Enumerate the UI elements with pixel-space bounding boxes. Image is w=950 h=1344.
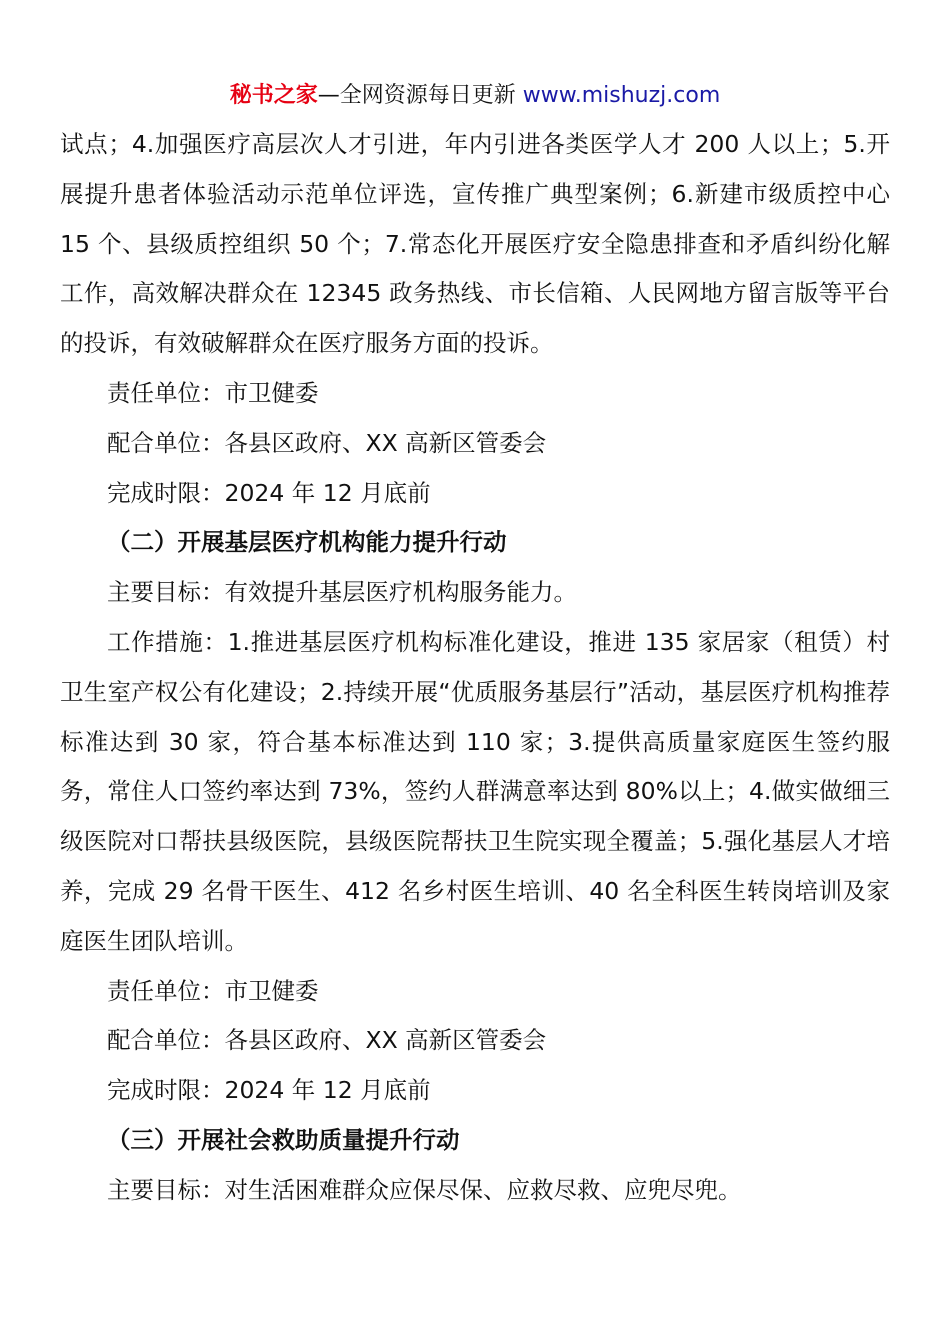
responsible-unit-2: 责任单位：市卫健委	[107, 976, 319, 1005]
site-url-link[interactable]: www.mishuzj.com	[522, 83, 721, 108]
cooperating-unit-1: 配合单位：各县区政府、XX 高新区管委会	[107, 428, 547, 457]
section-heading-2: （二）开展基层医疗机构能力提升行动	[107, 528, 507, 557]
section-heading-3: （三）开展社会救助质量提升行动	[107, 1125, 460, 1154]
deadline-1: 完成时限：2024 年 12 月底前	[107, 478, 431, 507]
brand-name: 秘书之家	[229, 83, 318, 108]
main-goal-2: 主要目标：有效提升基层医疗机构服务能力。	[107, 578, 577, 607]
watermark-header	[0, 80, 950, 112]
document-body	[60, 120, 890, 1216]
work-measures-2: 工作措施：1.推进基层医疗机构标准化建设，推进 135 家居家（租赁）村卫生室产权公有化建设；2.持续开展“优质服务基层行”活动，基层医疗机构推荐标准达到 30 家，符合基本标准达到 110 家；3.提供高质量家庭医生签约服务，常住人口签约率达到 73%，签约人群满意率达到 80%以上；4.做实做细三级医院对口帮扶县级医院，县级医院帮扶卫生院实现全覆盖；5.强化基层人才培养，完成 29 名骨干医生、412 名乡村医生培训、40 名全科医生转岗培训及家庭医生团队培训。	[60, 627, 890, 955]
deadline-2: 完成时限：2024 年 12 月底前	[107, 1076, 431, 1105]
paragraph-continuation: 试点；4.加强医疗高层次人才引进，年内引进各类医学人才 200 人以上；5.开展提升患者体验活动示范单位评选，宣传推广典型案例；6.新建市级质控中心 15 个、县级质控组织 50 个；7.常态化开展医疗安全隐患排查和矛盾纠纷化解工作，高效解决群众在 12345 政务热线、市长信箱、人民网地方留言版等平台的投诉，有效破解群众在医疗服务方面的投诉。	[60, 130, 890, 358]
responsible-unit-1: 责任单位：市卫健委	[107, 378, 319, 407]
header-tagline: —全网资源每日更新	[317, 83, 523, 108]
main-goal-3: 主要目标：对生活困难群众应保尽保、应救尽救、应兜尽兜。	[107, 1175, 742, 1204]
cooperating-unit-2: 配合单位：各县区政府、XX 高新区管委会	[107, 1026, 547, 1055]
